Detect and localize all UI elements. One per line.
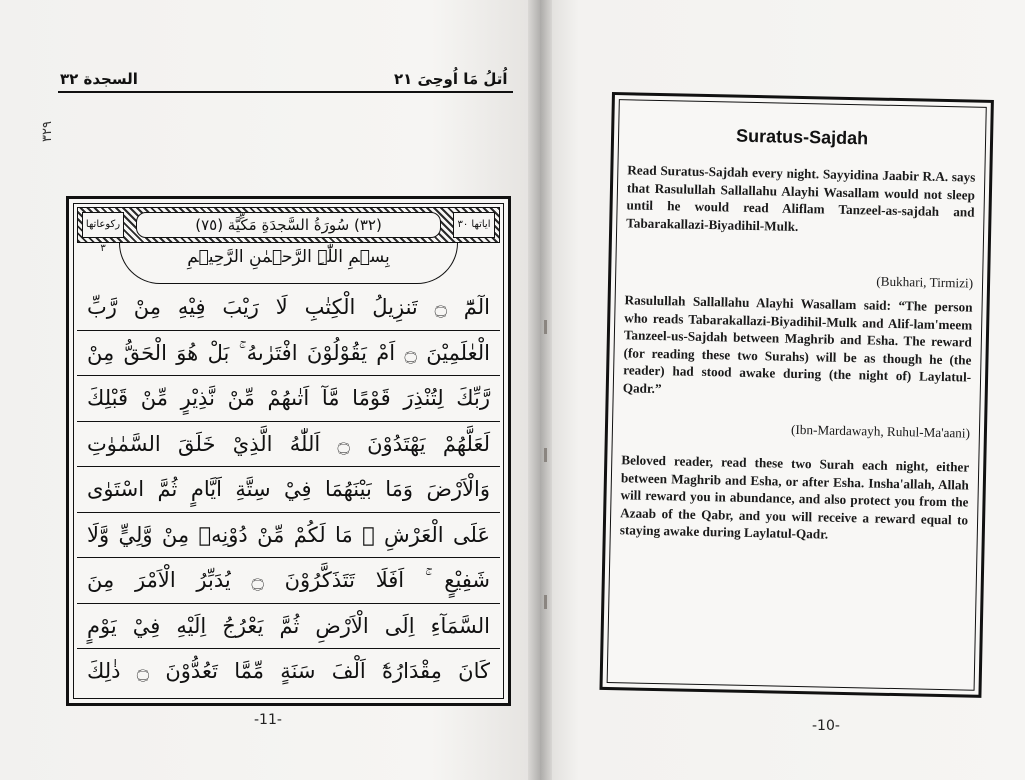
paragraph-1: Read Suratus-Sajdah every night. Sayyidina Jaabir R.A. says that Rasulullah Sallallahu Alayhi Wasallam would not sleep until he would read Aliflam Tanzeel-as-sajdah and Tabarakallazi-Biyadihil-Mulk. bbox=[626, 162, 976, 234]
paragraph-3: Beloved reader, read these two Surah each night, either between Maghrib and Esha, or after Esha. Insha'allah, Allah will reward you in abundance, and also protect you from the Azaab of the Qabr, and you will receive a reward equal to staying awake during Laylatul-Qadr. bbox=[619, 452, 970, 542]
header-rule bbox=[58, 91, 513, 93]
corner-ayat-count: ایاتها ٣٠ bbox=[453, 212, 495, 238]
quran-line: الٓمّٓ ۝ تَنزِيلُ الْكِتٰبِ لَا رَيْبَ فِيْهِ مِنْ رَّبِّ bbox=[77, 285, 500, 331]
book-spine bbox=[528, 0, 552, 780]
box-title: Suratus-Sajdah bbox=[735, 125, 869, 149]
sura-header-ornament bbox=[77, 207, 500, 254]
reference-2: (Ibn-Mardawayh, Ruhul-Ma'aani) bbox=[790, 421, 971, 441]
right-page-number: -10- bbox=[812, 718, 840, 734]
binding-stitch bbox=[544, 320, 547, 334]
quran-line: كَانَ مِقْدَارُهٗٓ اَلْفَ سَنَةٍ مِّمَّا تَعُدُّوْنَ ۝ ذٰلِكَ bbox=[87, 659, 490, 683]
side-page-number: ٣٢٩ bbox=[40, 121, 55, 142]
binding-stitch bbox=[544, 595, 547, 609]
quran-line: السَّمَآءِ اِلَى الْاَرْضِ ثُمَّ يَعْرُجُ اِلَيْهِ فِيْ يَوْمٍ bbox=[77, 604, 500, 650]
left-running-header: السجدة ٣٢ bbox=[60, 70, 138, 88]
quran-line: عَلَى الْعَرْشِ ۚ مَا لَكُمْ مِّنْ دُوْنِهٖ مِنْ وَّلِيٍّ وَّلَا bbox=[77, 513, 500, 559]
quran-line: شَفِيْعٍ ۚ اَفَلَا تَتَذَكَّرُوْنَ ۝ يُدَبِّرُ الْاَمْرَ مِنَ bbox=[77, 558, 500, 604]
quran-text-frame bbox=[66, 196, 511, 706]
quran-line: رَّبِّكَ لِتُنْذِرَ قَوْمًا مَّآ اَتٰىهُمْ مِّنْ نَّذِيْرٍ مِّنْ قَبْلِكَ bbox=[77, 376, 500, 422]
quran-line: وَالْاَرْضَ وَمَا بَيْنَهُمَا فِيْ سِتَّةِ اَيَّامٍ ثُمَّ اسْتَوٰى bbox=[77, 467, 500, 513]
quran-lines bbox=[77, 285, 500, 695]
binding-stitch bbox=[544, 448, 547, 462]
bismillah: بِسۡمِ اللّٰہِ الرَّحۡمٰنِ الرَّحِیۡمِ bbox=[119, 243, 458, 284]
reference-1: (Bukhari, Tirmizi) bbox=[876, 273, 974, 291]
left-page-number: -11- bbox=[254, 712, 282, 728]
corner-ruku-count: رکوعاتها ٣ bbox=[82, 212, 124, 238]
right-running-header: اُتلُ مَا اُوحِیَ ٢١ bbox=[394, 70, 508, 88]
suratus-sajdah-text-box bbox=[599, 92, 993, 698]
sura-title: (٣٢) سُورَةُ السَّجدَةِ مَكِّيَّة (٧٥) bbox=[136, 212, 441, 238]
quran-line: الْعٰلَمِيْنَ ۝ اَمْ يَقُوْلُوْنَ افْتَرٰىهُ ۚ بَلْ هُوَ الْحَقُّ مِنْ bbox=[77, 331, 500, 377]
paragraph-2: Rasulullah Sallallahu Alayhi Wasallam said: “The person who reads Tabarakallazi-Biyadihil-Mulk and Alif-lam'meem Tanzeel-us-Sajdah between Maghrib and Esha. The reward (for reading these two Surahs) will be as though he (the reader) had stood awake during (the night of) Laylatul-Qadr.” bbox=[622, 292, 973, 397]
quran-line: لَعَلَّهُمْ يَهْتَدُوْنَ ۝ اَللّٰهُ الَّذِيْ خَلَقَ السَّمٰوٰتِ bbox=[77, 422, 500, 468]
